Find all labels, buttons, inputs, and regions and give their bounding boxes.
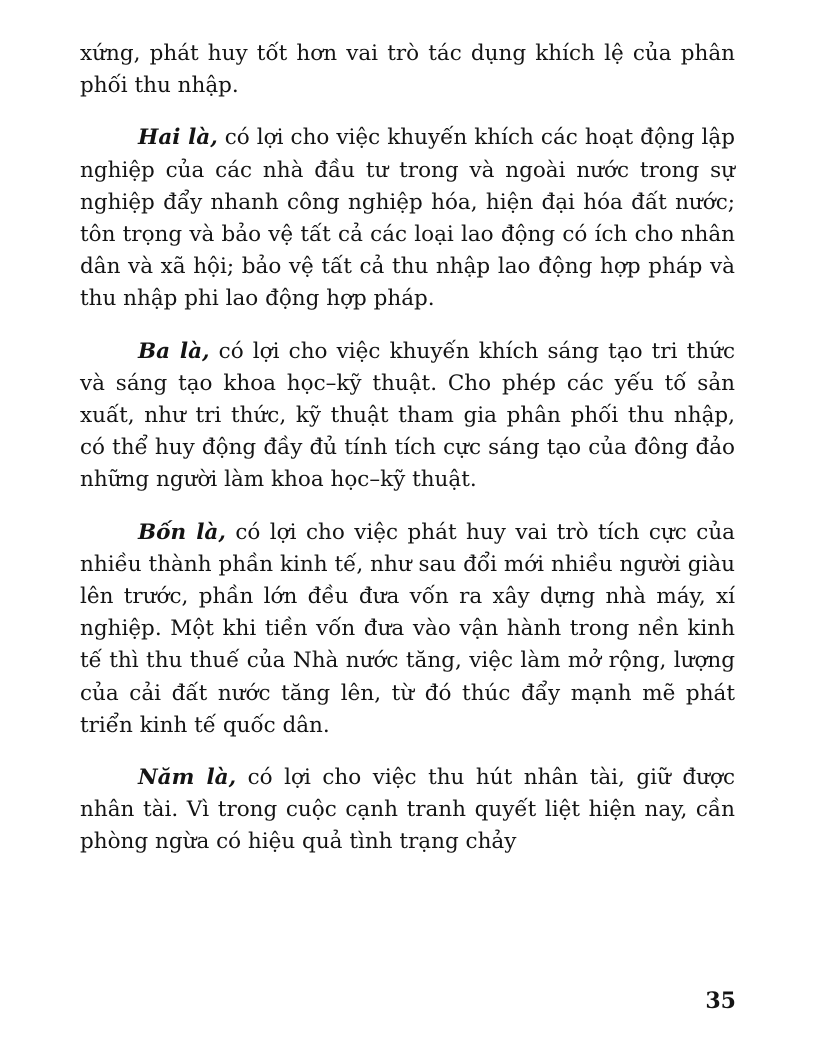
paragraph-text: có lợi cho việc khuyến khích sáng tạo tri thức và sáng tạo khoa học–kỹ thuật. Cho phép các yếu tố sản xuất, như tri thức, kỹ thuật tham gia phân phối thu nhập, có thể huy động đầy đủ tính tích cực sáng tạo của đông đảo những người làm khoa học–kỹ thuật. — [80, 338, 735, 493]
paragraph-text: có lợi cho việc thu hút nhân tài, giữ được nhân tài. Vì trong cuộc cạnh tranh quyết liệt hiện nay, cần phòng ngừa có hiệu quả tình trạng chảy — [80, 765, 736, 855]
paragraph-lead: Ba là, — [138, 338, 210, 364]
paragraph-lead: Hai là, — [138, 125, 218, 151]
page-body — [80, 38, 735, 879]
paragraph-bon-la — [80, 517, 735, 742]
paragraph-text: có lợi cho việc phát huy vai trò tích cực của nhiều thành phần kinh tế, như sau đổi mới nhiều người giàu lên trước, phần lớn đều đưa vốn ra xây dựng nhà máy, xí nghiệp. Một khi tiền vốn đưa vào vận hành trong nền kinh tế thì thu thuế của Nhà nước tăng, việc làm mở rộng, lượng của cải đất nước tăng lên, từ đó thúc đẩy mạnh mẽ phát triển kinh tế quốc dân. — [80, 519, 735, 738]
paragraph-hai-la — [80, 122, 735, 315]
paragraph-text: có lợi cho việc khuyến khích các hoạt động lập nghiệp của các nhà đầu tư trong và ngoài nước trong sự nghiệp đẩy nhanh công nghiệp hóa, hiện đại hóa đất nước; tôn trọng và bảo vệ tất cả các loại lao động có ích cho nhân dân và xã hội; bảo vệ tất cả thu nhập lao động hợp pháp và thu nhập phi lao động hợp pháp. — [80, 125, 735, 312]
paragraph-text: xứng, phát huy tốt hơn vai trò tác dụng khích lệ của phân phối thu nhập. — [80, 41, 735, 99]
paragraph-lead: Năm là, — [138, 765, 237, 791]
paragraph-lead: Bốn là, — [138, 519, 226, 545]
page-number: 35 — [705, 988, 736, 1014]
paragraph-ba-la — [80, 336, 735, 497]
paragraph-nam-la — [80, 762, 735, 859]
paragraph-continuation — [80, 38, 735, 102]
